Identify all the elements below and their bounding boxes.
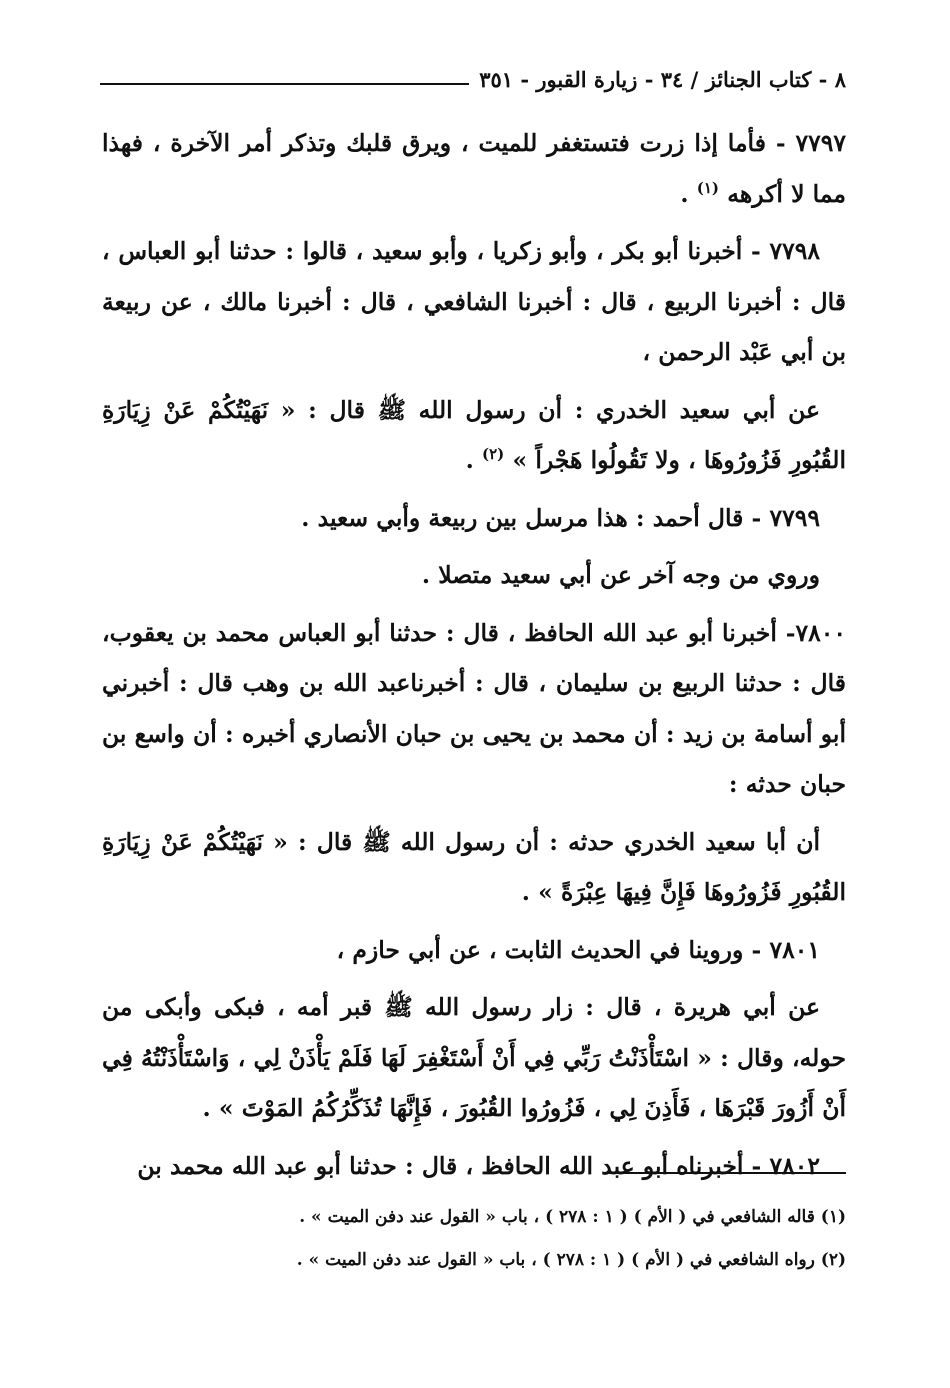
paragraph-7797 bbox=[102, 118, 846, 219]
running-header bbox=[100, 62, 846, 96]
paragraph-text: أن أبا سعيد الخدري حدثه : أن رسول الله ﷺ قال : « نَهَيْتُكُمْ عَنْ زِيَارَةِ القُبُورِ فَزُورُوهَا فَإِنَّ فِيهَا عِبْرَةً » . bbox=[102, 827, 846, 906]
paragraph-text: ٧٧٩٨ - أخبرنا أبو بكر ، وأبو زكريا ، وأبو سعيد ، قالوا : حدثنا أبو العباس ، قال : أخبرنا الربيع ، قال : أخبرنا الشافعي ، قال : أخبرنا مالك ، عن ربيعة بن أبي عَبْد الرحمن ، bbox=[102, 237, 846, 366]
paragraph-hadith-3 bbox=[102, 982, 846, 1134]
paragraph-hadith-1 bbox=[102, 385, 846, 486]
footnote-1: (١) قاله الشافعي في ( الأم ) ( ١ : ٢٧٨ ) ، باب « القول عند دفن الميت » . bbox=[299, 1207, 846, 1227]
paragraph-text: ٧٧٩٧ - فأما إذا زرت فتستغفر للميت ، ويرق قلبك وتذكر أمر الآخرة ، فهذا مما لا أكرهه bbox=[102, 129, 846, 208]
paragraph-7802 bbox=[102, 1141, 846, 1192]
paragraph-text: عن أبي هريرة ، قال : زار رسول الله ﷺ قبر أمه ، فبكى وأبكى من حوله، وقال : « اسْتَأْذَنْتُ رَبِّي فِي أَنْ أَسْتَغْفِرَ لَهَا فَلَمْ يَأْذَنْ لِي ، وَاسْتَأْذَنْتُهُ فِي أَنْ أَزُورَ قَبْرَهَا ، فَأَذِنَ لِي ، فَزُورُوا القُبُورَ ، فَإِنَّهَا تُذَكِّرُكُمُ المَوْتَ » . bbox=[102, 993, 846, 1122]
body-text bbox=[102, 118, 846, 1198]
paragraph-text: ٧٧٩٩ - قال أحمد : هذا مرسل بين ربيعة وأبي سعيد . bbox=[301, 503, 820, 532]
paragraph-7801 bbox=[102, 925, 846, 976]
paragraph-7799 bbox=[102, 493, 846, 544]
paragraph-text: ٧٨٠٢ - أخبرناه أبو عبد الله الحافظ ، قال : حدثنا أبو عبد الله محمد بن bbox=[137, 1151, 820, 1180]
header-title: ٨ - كتاب الجنائز / ٣٤ - زيارة القبور - ٣٥١ bbox=[479, 66, 846, 92]
footnote-2: (٢) رواه الشافعي في ( الأم ) ( ١ : ٢٧٨ ) ، باب « القول عند دفن الميت » . bbox=[296, 1250, 846, 1270]
footnote-ref-1[interactable]: (١) bbox=[696, 178, 720, 197]
paragraph-text: وروي من وجه آخر عن أبي سعيد متصلا . bbox=[421, 561, 820, 589]
paragraph-text: ٧٨٠٠- أخبرنا أبو عبد الله الحافظ ، قال : حدثنا أبو العباس محمد بن يعقوب، قال : حدثنا الربيع بن سليمان ، قال : أخبرناعبد الله بن وهب قال : أخبرني أبو أسامة بن زيد : أن محمد بن يحيى بن حبان الأنصاري أخبره : أن واسع بن حبان حدثه : bbox=[102, 618, 846, 798]
footnote-ref-2[interactable]: (٢) bbox=[482, 445, 505, 464]
paragraph-7800 bbox=[102, 608, 846, 810]
paragraph-text: ٧٨٠١ - وروينا في الحديث الثابت ، عن أبي حازم ، bbox=[336, 935, 820, 964]
paragraph-7798 bbox=[102, 226, 846, 378]
paragraph-narration-note bbox=[102, 550, 846, 601]
footnote-separator bbox=[604, 1172, 846, 1174]
paragraph-text: عن أبي سعيد الخدري : أن رسول الله ﷺ قال : « نَهَيْتُكُمْ عَنْ زِيَارَةِ القُبُورِ فَزُورُوهَا ، ولا تَقُولُوا هَجْراً » bbox=[102, 395, 846, 474]
footnotes bbox=[102, 1196, 846, 1282]
paragraph-tail: . bbox=[465, 446, 482, 474]
paragraph-hadith-2 bbox=[102, 817, 846, 918]
header-rule bbox=[100, 83, 469, 85]
paragraph-tail: . bbox=[680, 179, 697, 208]
